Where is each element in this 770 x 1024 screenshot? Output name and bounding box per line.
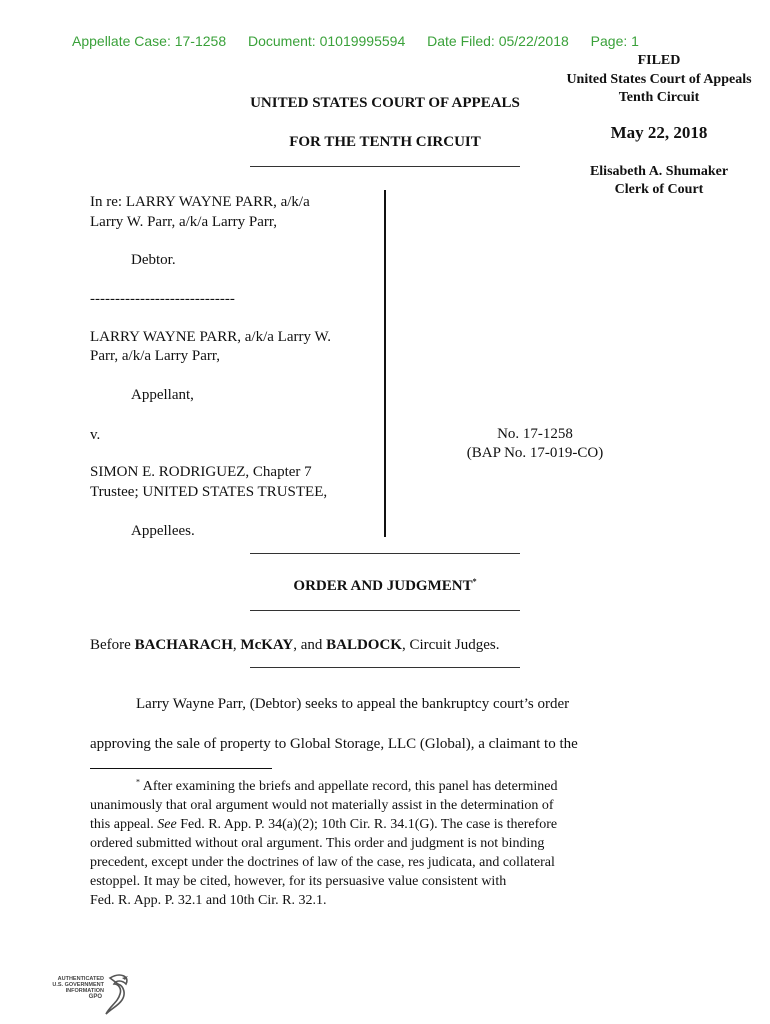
footnote-line4: ordered submitted without oral argument. This order and judgment is not binding	[90, 836, 545, 851]
footnote	[90, 777, 690, 910]
judge-bacharach: BACHARACH	[134, 637, 233, 653]
footnote-l1: After examining the briefs and appellate record, this panel has determined	[142, 779, 558, 794]
stamp-date-filed: Date Filed: 05/22/2018	[427, 33, 569, 49]
footnote-line3	[90, 815, 690, 834]
logo-line2: U.S. GOVERNMENT	[52, 982, 104, 988]
panel-prefix: Before	[90, 637, 135, 653]
debtor-label: Debtor.	[131, 252, 176, 268]
panel-sep2: , and	[293, 637, 327, 653]
appellees-line1: SIMON E. RODRIGUEZ, Chapter 7	[90, 464, 312, 480]
appellees-line2: Trustee; UNITED STATES TRUSTEE,	[90, 484, 328, 500]
filed-court-line1: United States Court of Appeals	[566, 72, 752, 87]
in-re-line1: In re: LARRY WAYNE PARR, a/k/a	[90, 194, 310, 210]
panel-sep1: ,	[232, 637, 241, 653]
logo-line4: GPO	[88, 994, 102, 1000]
footnote-l3a: this appeal.	[90, 817, 158, 832]
footnote-line6: estoppel. It may be cited, however, for its persuasive value consistent with	[90, 874, 507, 889]
filed-date: May 22, 2018	[610, 123, 708, 142]
order-title-text: ORDER AND JUDGMENT	[293, 578, 473, 594]
stamp-case: Appellate Case: 17-1258	[72, 33, 227, 49]
court-name: UNITED STATES COURT OF APPEALS	[250, 95, 520, 111]
caption-rule	[250, 553, 520, 554]
panel-line	[90, 635, 499, 655]
order-title	[230, 578, 540, 595]
appellant-line1: LARRY WAYNE PARR, a/k/a Larry W.	[90, 329, 331, 345]
caption-dashes: -----------------------------	[90, 291, 235, 307]
footnote-l3b: Fed. R. App. P. 34(a)(2); 10th Cir. R. 34.1(G). The case is therefore	[176, 817, 558, 832]
appellant-label: Appellant,	[131, 387, 194, 403]
logo-line3: INFORMATION	[65, 988, 104, 994]
caption-divider	[384, 190, 386, 537]
stamp-document: Document: 01019995594	[248, 33, 406, 49]
circuit-name: FOR THE TENTH CIRCUIT	[289, 134, 481, 150]
stamp-page: Page: 1	[590, 33, 639, 49]
in-re-line2: Larry W. Parr, a/k/a Larry Parr,	[90, 214, 278, 230]
judge-mckay: McKAY	[240, 637, 294, 653]
bap-number: (BAP No. 17-019-CO)	[466, 445, 604, 461]
filed-court-line2: Tenth Circuit	[618, 90, 700, 105]
footnote-line5: precedent, except under the doctrines of law of the case, res judicata, and collateral	[90, 855, 555, 870]
versus-label: v.	[90, 427, 101, 443]
eagle-icon	[102, 972, 132, 1016]
judge-baldock: BALDOCK	[326, 637, 402, 653]
clerk-name: Elisabeth A. Shumaker	[589, 164, 729, 179]
order-footnote-mark[interactable]: *	[472, 577, 477, 586]
panel-suffix: , Circuit Judges.	[401, 637, 500, 653]
footnote-mark: *	[136, 777, 140, 787]
filed-label: FILED	[637, 53, 681, 68]
order-rule	[250, 610, 520, 611]
filing-stamp	[72, 33, 657, 49]
gpo-logo-text	[44, 976, 104, 1000]
logo-line1: AUTHENTICATED	[57, 976, 104, 982]
gpo-authenticated-logo	[44, 972, 134, 1018]
footnote-see: See	[157, 817, 177, 832]
panel-rule	[250, 667, 520, 668]
body-line1: Larry Wayne Parr, (Debtor) seeks to appeal the bankruptcy court’s order	[136, 696, 570, 712]
body-line2: approving the sale of property to Global Storage, LLC (Global), a claimant to the	[90, 736, 578, 752]
footnote-line2: unanimously that oral argument would not materially assist in the determination of	[90, 798, 554, 813]
footnote-rule	[90, 768, 272, 769]
footnote-line1	[90, 777, 690, 796]
appellees-label: Appellees.	[131, 523, 195, 539]
footnote-line7: Fed. R. App. P. 32.1 and 10th Cir. R. 32.1.	[90, 893, 327, 908]
appellant-line2: Parr, a/k/a Larry Parr,	[90, 348, 220, 364]
case-number: No. 17-1258	[497, 426, 573, 442]
clerk-title: Clerk of Court	[614, 182, 704, 197]
header-rule	[250, 166, 520, 167]
